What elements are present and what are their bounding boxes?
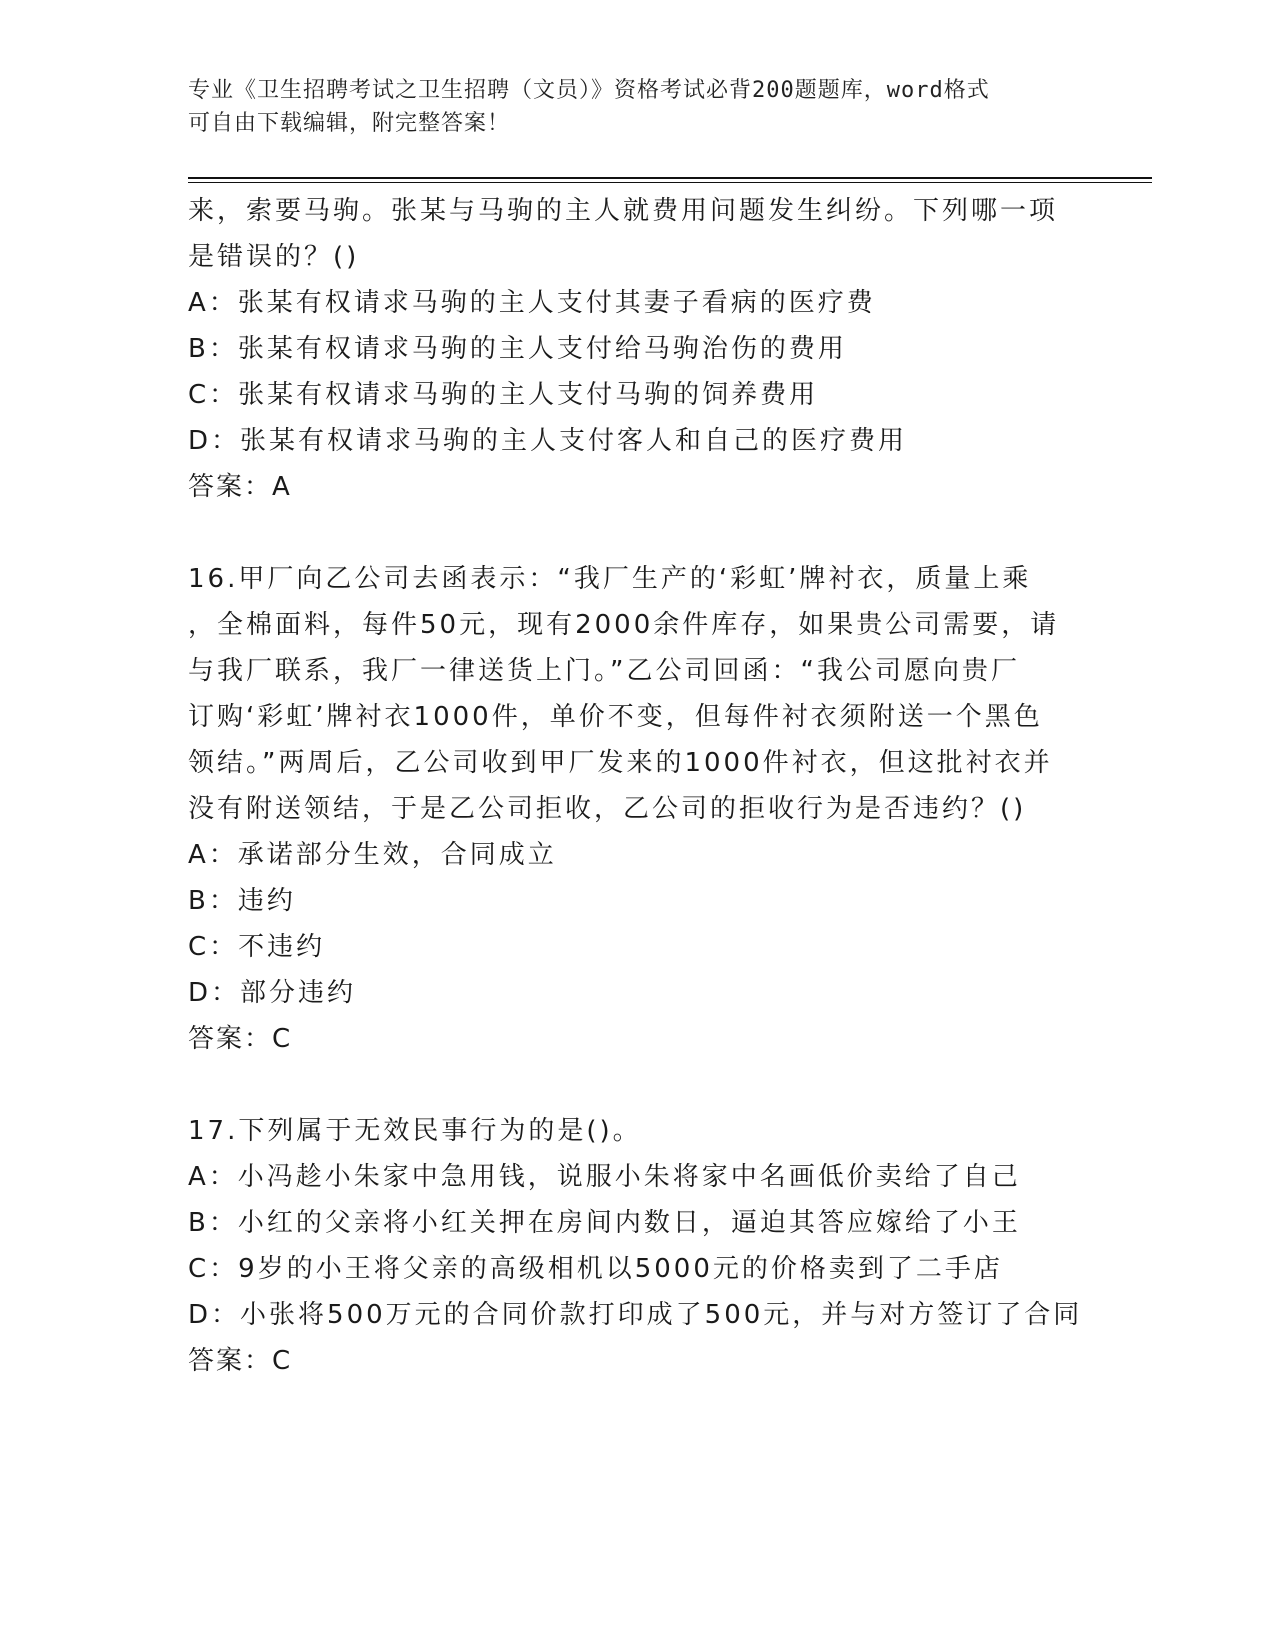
header-divider bbox=[188, 177, 1152, 179]
option-d: D：部分违约 bbox=[188, 978, 357, 1008]
question-stem-line: 领结。”两周后，乙公司收到甲厂发来的1000件衬衣，但这批衬衣并 bbox=[188, 748, 1053, 778]
spacer bbox=[188, 1062, 1088, 1108]
answer-line: 答案：C bbox=[188, 1024, 293, 1054]
document-header bbox=[188, 74, 1088, 140]
question-15 bbox=[188, 188, 1088, 510]
question-stem-line: ，全棉面料，每件50元，现有2000余件库存，如果贵公司需要，请 bbox=[188, 610, 1060, 640]
option-b: B：张某有权请求马驹的主人支付给马驹治伤的费用 bbox=[188, 334, 847, 364]
option-d: D：小张将500万元的合同价款打印成了500元，并与对方签订了合同 bbox=[188, 1300, 1083, 1330]
question-stem-line: 是错误的？() bbox=[188, 242, 360, 272]
question-stem-line: 来，索要马驹。张某与马驹的主人就费用问题发生纠纷。下列哪一项 bbox=[188, 196, 1059, 226]
question-stem-line: 与我厂联系，我厂一律送货上门。”乙公司回函：“我公司愿向贵厂 bbox=[188, 656, 1020, 686]
spacer bbox=[188, 510, 1088, 556]
question-16 bbox=[188, 556, 1088, 1062]
option-b: B：违约 bbox=[188, 886, 296, 916]
header-divider-thin bbox=[188, 182, 1152, 183]
option-a: A：承诺部分生效，合同成立 bbox=[188, 840, 557, 870]
question-stem-line: 16.甲厂向乙公司去函表示：“我厂生产的‘彩虹’牌衬衣，质量上乘 bbox=[188, 564, 1032, 594]
answer-line: 答案：C bbox=[188, 1346, 293, 1376]
option-d: D：张某有权请求马驹的主人支付客人和自己的医疗费用 bbox=[188, 426, 908, 456]
question-17 bbox=[188, 1108, 1088, 1384]
question-stem-line: 没有附送领结，于是乙公司拒收，乙公司的拒收行为是否违约？() bbox=[188, 794, 1027, 824]
header-line: 专业《卫生招聘考试之卫生招聘（文员）》资格考试必背200题题库，word格式 bbox=[188, 78, 990, 103]
option-a: A：张某有权请求马驹的主人支付其妻子看病的医疗费 bbox=[188, 288, 876, 318]
header-line: 可自由下载编辑，附完整答案！ bbox=[188, 111, 511, 136]
question-stem-line: 订购‘彩虹’牌衬衣1000件，单价不变，但每件衬衣须附送一个黑色 bbox=[188, 702, 1043, 732]
option-c: C：张某有权请求马驹的主人支付马驹的饲养费用 bbox=[188, 380, 819, 410]
option-a: A：小冯趁小朱家中急用钱，说服小朱将家中名画低价卖给了自己 bbox=[188, 1162, 1021, 1192]
question-list bbox=[188, 188, 1088, 1384]
answer-line: 答案：A bbox=[188, 472, 292, 502]
option-b: B：小红的父亲将小红关押在房间内数日，逼迫其答应嫁给了小王 bbox=[188, 1208, 1021, 1238]
option-c: C：9岁的小王将父亲的高级相机以5000元的价格卖到了二手店 bbox=[188, 1254, 1003, 1284]
option-c: C：不违约 bbox=[188, 932, 326, 962]
question-stem-line: 17.下列属于无效民事行为的是()。 bbox=[188, 1116, 642, 1146]
